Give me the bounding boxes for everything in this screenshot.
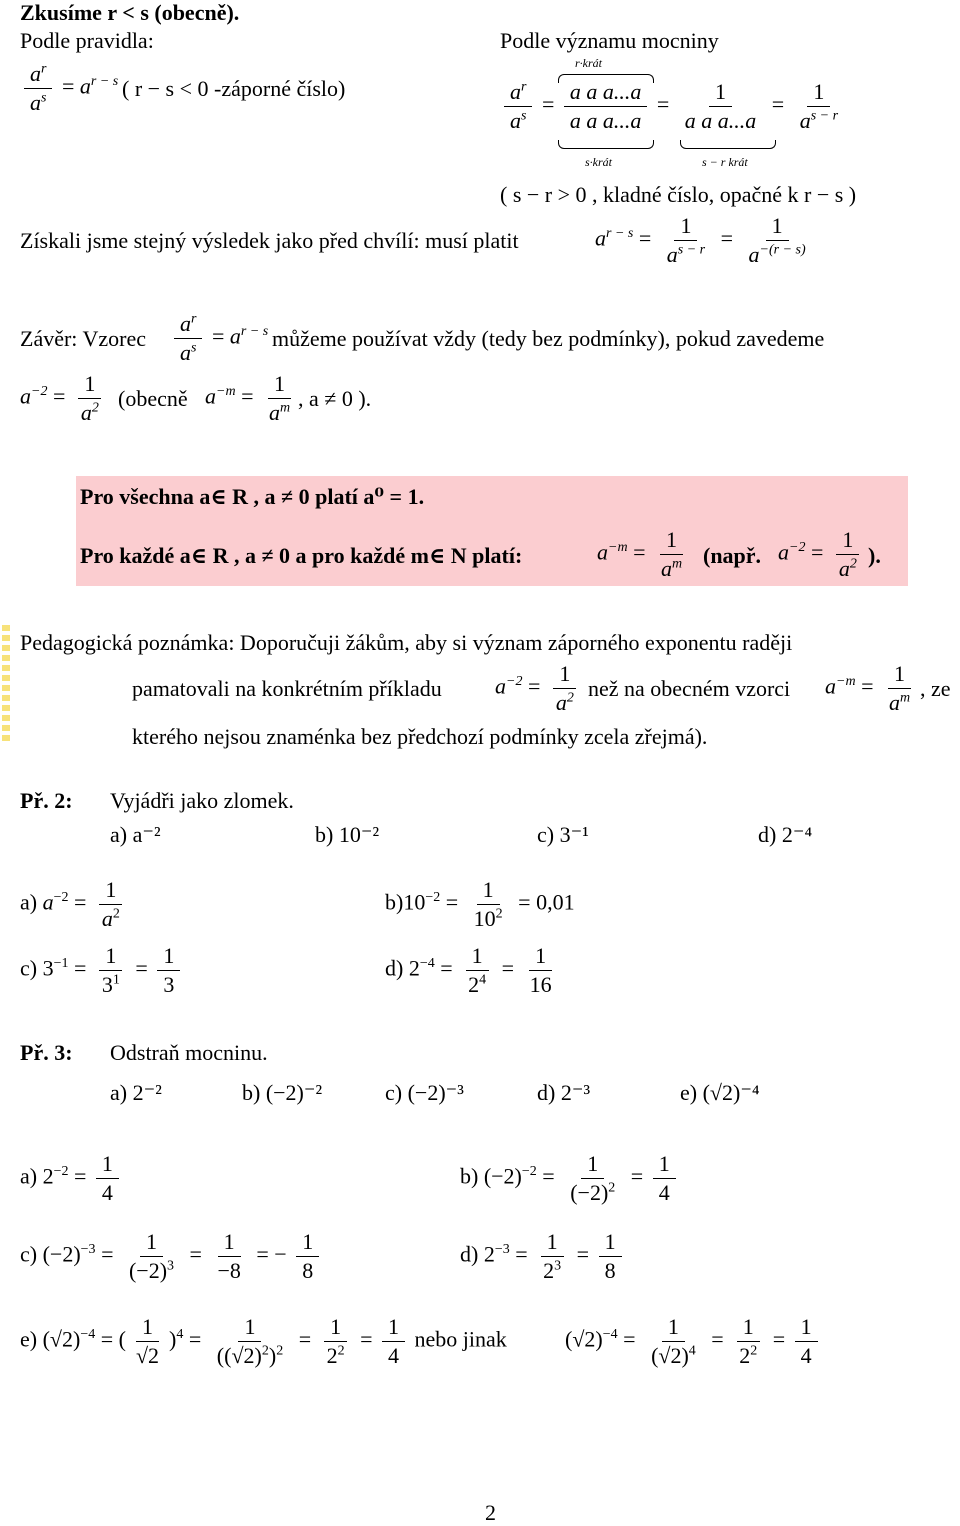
rule-formula: $\frac{a^r}{a^s}$ = $a^{r - s}$ [20, 62, 118, 115]
ex2-item-a: a) a⁻² [110, 822, 161, 847]
ex3-item-b: b) (−2)⁻² [242, 1080, 323, 1105]
ex3-task: Odstraň mocninu. [110, 1040, 268, 1065]
box-formula-1: $a^{-m}$ = $\frac{1}{a^m}$ [597, 527, 683, 581]
zaver-formula-2: $a^{-2}$ = $\frac{1}{a^2}$ [20, 372, 109, 425]
ped-line-2c: , ze [920, 676, 951, 701]
zaver-formula: $\frac{a^r}{a^s}$ = $a^{r - s}$ [170, 312, 268, 365]
box-line-2c: ). [868, 543, 881, 568]
ex2-item-b: b) 10⁻² [315, 822, 380, 847]
zaver-condition: , a ≠ 0 ). [298, 386, 372, 411]
zaver-label: Závěr: Vzorec [20, 326, 147, 351]
meaning-formula: $\frac{a^r}{a^s}$ = $\frac{\text{a a a...a}}{\text{a a a...a}}$ = $\frac{1}{\text{a a a...a}}$ = $\frac{1}{a^{s - r}}$ [500, 80, 848, 133]
bottom-brace-label-2: s − r krát [702, 155, 748, 169]
page-title: Zkusíme r < s (obecně). [20, 0, 240, 25]
box-formula-2: $a^{-2}$ = $\frac{1}{a^2}$ [778, 528, 867, 581]
right-label: Podle významu mocniny [500, 28, 719, 53]
zaver-text: můžeme používat vždy (tedy bez podmínky), pokud zavedeme [272, 326, 825, 351]
ex3-sol-b: b) $(-2)^{-2}$ = $\frac{1}{(-2)^2}$ = $\frac{1}{4}$ [460, 1152, 680, 1205]
ex3-item-e: e) (√2)⁻⁴ [680, 1080, 760, 1105]
ped-line-3: kterého nejsou znaménka bez předchozí podmínky zcela zřejmá). [132, 724, 708, 749]
ex2-item-c: c) 3⁻¹ [537, 822, 589, 847]
bottom-brace-1 [558, 140, 654, 149]
ex3-item-a: a) 2⁻² [110, 1080, 162, 1105]
ex2-sol-b: $b)10^{-2}$ = $\frac{1}{10^2}$ = 0,01 [385, 877, 575, 931]
meaning-condition: ( s − r > 0 , kladné číslo, opačné k r − s ) [500, 182, 857, 207]
ex3-item-d: d) 2⁻³ [537, 1080, 591, 1105]
ped-line-2a: pamatovali na konkrétním příkladu [132, 676, 442, 701]
ped-formula-1: $a^{-2}$ = $\frac{1}{a^2}$ [495, 662, 584, 715]
box-line-2a: Pro každé a∈ R , a ≠ 0 a pro každé m∈ N platí: [80, 543, 523, 568]
left-label: Podle pravidla: [20, 28, 154, 53]
bottom-brace-label-1: s·krát [585, 155, 612, 169]
conclusion-text: Získali jsme stejný výsledek jako před chvílí: musí platit [20, 228, 519, 253]
top-brace-label: r·krát [575, 56, 602, 70]
ex3-sol-a: a) $2^{-2}$ = $\frac{1}{4}$ [20, 1152, 123, 1205]
zaver-general-formula: $a^{-m}$ = $\frac{1}{a^m}$ [205, 371, 291, 425]
ex3-sol-e-alt: $(√2)^{-4}$ = $\frac{1}{(√2)^4}$ = $\frac{1}{2^2}$ = $\frac{1}{4}$ [565, 1315, 822, 1368]
ex3-sol-d: d) $2^{-3}$ = $\frac{1}{2^3}$ = $\frac{1}{8}$ [460, 1230, 626, 1283]
page-number: 2 [485, 1500, 496, 1525]
ped-line-2b: než na obecném vzorci [588, 676, 791, 701]
ex2-sol-c: c) $3^{-1}$ = $\frac{1}{3^1}$ = $\frac{1}{3}$ [20, 944, 184, 997]
ped-formula-2: $a^{-m}$ = $\frac{1}{a^m}$ [825, 661, 911, 715]
ex2-sol-d: d) $2^{-4}$ = $\frac{1}{2^4}$ = $\frac{1}{16}$ [385, 943, 552, 997]
bottom-brace-2 [680, 140, 776, 149]
ex3-label: Př. 3: [20, 1040, 73, 1065]
zaver-obecne: (obecně [118, 386, 188, 411]
conclusion-formula: $a^{r - s}$ = $\frac{1}{a^{s - r}}$ = $\frac{1}{a^{-(r - s)}}$ [595, 213, 806, 267]
ex2-sol-a: a) $a^{-2}$ = $\frac{1}{a^2}$ [20, 878, 130, 931]
note-border [2, 625, 10, 745]
box-line-2b: (např. [703, 543, 762, 568]
ped-line-1: Pedagogická poznámka: Doporučuji žákům, aby si význam záporného exponentu raději [20, 630, 793, 655]
ex2-task: Vyjádři jako zlomek. [110, 788, 294, 813]
ex2-item-d: d) 2⁻⁴ [758, 822, 813, 847]
ex3-sol-e: e) $(√2)^{-4}$ = ( $\frac{1}{√2}$ )$^4$ = $\frac{1}{((√2)^2)^2}$ = $\frac{1}{2^2}$ = $\frac{1}{4}$ nebo jinak [20, 1314, 507, 1368]
ex3-item-c: c) (−2)⁻³ [385, 1080, 464, 1105]
ex3-sol-c: c) $(-2)^{-3}$ = $\frac{1}{(-2)^3}$ = $\frac{1}{-8}$ = − $\frac{1}{8}$ [20, 1230, 323, 1283]
ex2-label: Př. 2: [20, 788, 73, 813]
box-line-1: Pro všechna a∈ R , a ≠ 0 platí a⁰ = 1. [80, 484, 425, 509]
rule-condition: ( r − s < 0 -záporné číslo) [122, 76, 346, 101]
